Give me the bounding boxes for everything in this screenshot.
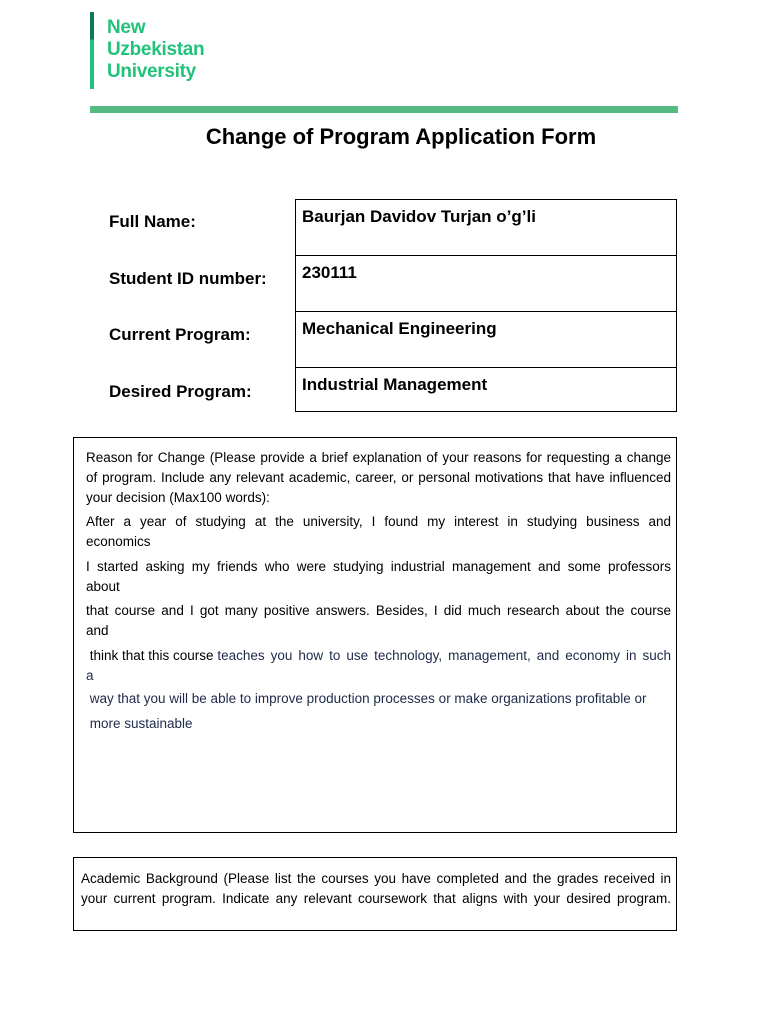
reason-answer-line: a xyxy=(86,668,94,683)
logo-line: Uzbekistan xyxy=(107,39,205,60)
logo-line: University xyxy=(107,61,196,82)
student-id-label: Student ID number: xyxy=(109,269,267,288)
desired-program-label: Desired Program: xyxy=(109,382,252,401)
logo-line: New xyxy=(107,17,146,38)
logo-bar xyxy=(90,12,94,89)
full-name-field[interactable]: Baurjan Davidov Turjan o’g’li xyxy=(296,200,676,256)
reason-answer-line: economics xyxy=(86,534,151,549)
desired-program-field[interactable]: Industrial Management xyxy=(302,375,488,394)
reason-answer-line: that course and I got many positive answers. Besides, I did much research about the course xyxy=(86,603,671,618)
reason-answer-line: and xyxy=(86,623,109,638)
header-rule xyxy=(90,106,678,113)
academic-background-box[interactable] xyxy=(73,857,677,931)
student-info-table xyxy=(295,199,677,412)
current-program-label: Current Program: xyxy=(109,325,251,344)
reason-for-change-box[interactable] xyxy=(73,437,677,833)
reason-answer-line: way that you will be able to improve production processes or make organizations profitable or xyxy=(86,691,647,706)
full-name-label: Full Name: xyxy=(109,212,196,231)
reason-prompt-line: Reason for Change (Please provide a brief explanation of your reasons for requesting a change xyxy=(86,450,671,465)
answer-text: think that this course xyxy=(86,648,218,663)
academic-prompt-line: your current program. Indicate any relevant coursework that aligns with your desired program. xyxy=(81,891,671,906)
reason-prompt-line: your decision (Max100 words): xyxy=(86,490,270,505)
reason-answer-line: After a year of studying at the university, I found my interest in studying business and xyxy=(86,514,671,529)
reason-answer-line xyxy=(86,648,671,664)
page-title: Change of Program Application Form xyxy=(205,124,597,149)
current-program-field[interactable]: Mechanical Engineering xyxy=(296,312,676,368)
academic-prompt-line: Academic Background (Please list the courses you have completed and the grades received in xyxy=(81,871,671,886)
reason-answer-line: about xyxy=(86,579,120,594)
reason-answer-line: I started asking my friends who were studying industrial management and some professors xyxy=(86,559,671,574)
university-logo xyxy=(107,17,204,83)
student-id-field[interactable]: 230111 xyxy=(296,256,676,312)
reason-answer-line: more sustainable xyxy=(86,716,193,731)
reason-prompt-line: of program. Include any relevant academic, career, or personal motivations that have influenced xyxy=(86,470,671,485)
answer-text: teaches you how to use technology, management, and economy in such xyxy=(217,648,671,663)
